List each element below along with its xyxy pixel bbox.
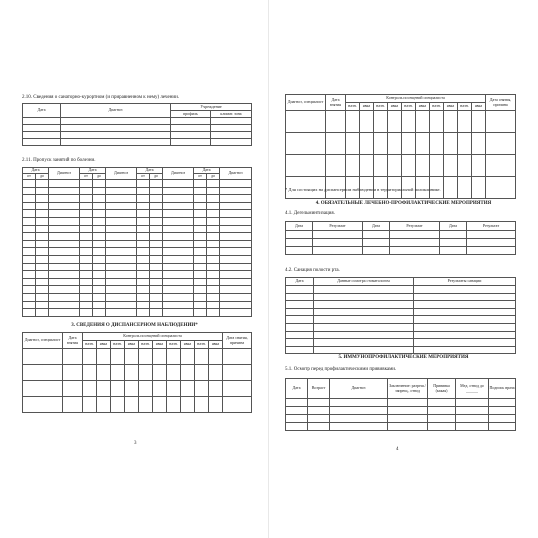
col-visit-control: Контроль посещений специалиста [83,333,223,341]
oral-sanitation-table [285,277,516,354]
col-diagnosis: Диагноз [106,168,137,180]
table-row [286,286,516,294]
table-row [286,316,516,324]
sub-assigned: назн. [346,103,360,111]
table-row [23,225,252,233]
sub-assigned: назн. [139,341,153,349]
table-row [23,349,252,365]
sub-assigned: назн. [111,341,125,349]
sub-attended: явка [444,103,458,111]
dispensary-table-continued [285,94,516,199]
table-row [286,323,516,331]
col-date-removed: Дата снятия, причина [223,333,252,349]
sub-to: до [150,174,163,180]
page-number: 4 [396,447,399,452]
sub-from: от [194,174,207,180]
table-row [23,118,252,125]
table-row [23,248,252,256]
section-5-1-title: 5.1. Осмотр перед профилактическими прививками. [285,367,397,372]
col-date: Дата [286,379,308,399]
table-row [23,381,252,397]
col-date: Дата [440,222,467,231]
table-row [23,397,252,413]
col-date: Дата [137,168,163,174]
table-row [23,125,252,132]
table-row [23,365,252,381]
col-date: Дата [286,278,314,286]
table-row [23,139,252,146]
sub-attended: явка [360,103,374,111]
footnote: * Для состоящих на диспансерном наблюдении в территориальной поликлинике. [285,187,441,192]
table-row [23,278,252,286]
table-row [23,202,252,210]
col-sanitation-results: Результаты санации [414,278,516,286]
col-date-removed: Дата снятия, причина [486,95,516,111]
col-date: Дата [363,222,390,231]
missed-classes-table [22,167,252,317]
sub-assigned: назн. [83,341,97,349]
col-result: Результат [390,222,440,231]
col-diagnosis: Диагноз [163,168,194,180]
table-row [286,415,516,423]
table-row [23,210,252,218]
table-row [23,195,252,203]
col-date: Дата [194,168,220,174]
sub-attended: явка [153,341,167,349]
col-doctor-signature: Подпись врача [489,379,516,399]
col-conclusion: Заключение: разреш./запрещ., отвод [388,379,428,399]
missed-classes-body [23,180,252,317]
col-date-taken: Дата взятия [63,333,83,349]
sub-attended: явка [125,341,139,349]
section-5-title: 5. ИММУНОПРОФИЛАКТИЧЕСКИЕ МЕРОПРИЯТИЯ [338,355,469,360]
col-result: Результат [313,222,363,231]
table-row [286,399,516,407]
col-diagnosis: Диагноз [49,168,80,180]
col-institution: Учреждение [171,104,252,111]
oral-sanitation-body [286,286,516,354]
table-row [286,301,516,309]
col-diagnosis: Диагноз [61,104,171,118]
col-date: Дата [286,222,313,231]
table-row [23,255,252,263]
table-row [23,180,252,188]
col-medical-exemption: Мед. отвод до ______ [456,379,489,399]
table-row [23,187,252,195]
section-3-title: 3. СВЕДЕНИЯ О ДИСПАНСЕРНОМ НАБЛЮДЕНИИ* [71,323,198,328]
sub-from: от [137,174,150,180]
table-row [286,308,516,316]
section-4-1-title: 4.1. Дегельминтизация. [285,211,335,216]
sub-to: до [93,174,106,180]
sub-attended: явка [416,103,430,111]
sub-climate-zone: климат. зона [211,111,252,118]
table-row [23,240,252,248]
table-row [286,346,516,354]
table-row [23,263,252,271]
table-row [286,407,516,415]
table-row [286,331,516,339]
sub-from: от [80,174,93,180]
col-visit-control: Контроль посещений специалиста [346,95,486,103]
table-row [23,271,252,279]
sub-attended: явка [388,103,402,111]
table-row [23,217,252,225]
sub-assigned: назн. [374,103,388,111]
sub-assigned: назн. [167,341,181,349]
table-row [286,231,516,239]
vaccination-exam-table [285,378,516,431]
sub-assigned: назн. [402,103,416,111]
table-row [23,132,252,139]
col-result: Результат [467,222,516,231]
table-row [286,293,516,301]
table-row [286,133,516,155]
sub-attended: явка [181,341,195,349]
col-date: Дата [23,104,61,118]
section-2-11-title: 2.11. Пропуск занятий по болезни. [22,158,96,163]
col-date: Дата [80,168,106,174]
col-date: Дата [23,168,49,174]
sub-profile: профиль [171,111,211,118]
section-4-title: 4. ОБЯЗАТЕЛЬНЫЕ ЛЕЧЕБНО-ПРОФИЛАКТИЧЕСКИЕ МЕРОПРИЯТИЯ [315,201,492,206]
sub-assigned: назн. [458,103,472,111]
sub-assigned: назн. [430,103,444,111]
sub-from: от [23,174,36,180]
table-row [286,239,516,247]
table-row [286,155,516,177]
table-row [286,339,516,347]
deworming-table [285,221,516,255]
sub-attended: явка [97,341,111,349]
sub-attended: явка [472,103,486,111]
table-row [23,309,252,317]
table-row [23,301,252,309]
section-4-2-title: 4.2. Санация полости рта. [285,268,340,273]
table-row [286,423,516,431]
col-vaccination: Прививка (какая) [428,379,456,399]
col-diagnosis-specialist: Диагноз, специалист [23,333,63,349]
col-dentist-exam: Данные осмотра стоматологом [314,278,414,286]
table-row [23,286,252,294]
table-row [286,247,516,255]
sub-to: до [36,174,49,180]
dispensary-table [22,332,252,413]
section-2-10-title: 2.10. Сведения о санаторно-курортном (и приравненном к нему) лечении. [22,95,180,100]
page-number: 3 [134,441,137,446]
spa-treatment-table [22,103,252,146]
col-diagnosis: Диагноз [220,168,252,180]
col-diagnosis-specialist: Диагноз, специалист [286,95,326,111]
table-row [23,293,252,301]
right-page [269,0,538,538]
col-date-taken: Дата взятия [326,95,346,111]
col-diagnosis: Диагноз [330,379,388,399]
col-age: Возраст [308,379,330,399]
sub-to: до [207,174,220,180]
table-row [286,111,516,133]
sub-assigned: назн. [195,341,209,349]
sub-attended: явка [209,341,223,349]
table-row [23,233,252,241]
